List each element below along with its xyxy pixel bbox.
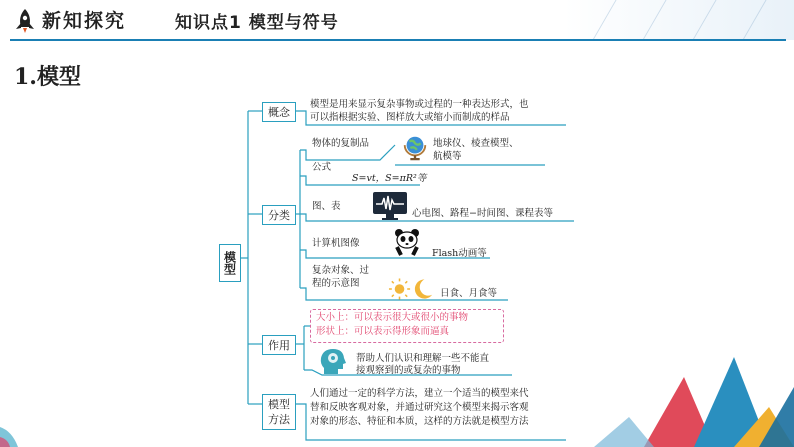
root-node (219, 244, 241, 282)
method-label2: 方法 (268, 413, 290, 426)
head-brain-icon (318, 346, 348, 376)
class-item3-label: 图、表 (312, 201, 341, 212)
function-size-line: 大小上：可以表示很大或很小的事物 (316, 312, 469, 323)
concept-text-line2: 可以指根据实验、图样放大或缩小而制成的样品 (310, 112, 510, 123)
class-item5-example: 日食、月食等 (440, 288, 498, 299)
class-item2-label: 公式 (312, 162, 332, 173)
classification-node (262, 205, 296, 225)
root-label: 模型 (222, 251, 237, 275)
method-line2: 替和反映客观对象，并通过研究这个模型来揭示客观 (310, 402, 529, 413)
method-label1: 模型 (268, 398, 290, 411)
method-line1: 人们通过一定的科学方法，建立一个适当的模型来代 (310, 388, 529, 399)
bottom-left-decoration (0, 417, 40, 447)
class-item1-example2: 航模等 (433, 151, 462, 162)
class-item1-example1: 地球仪、棱查模型、 (433, 138, 519, 149)
classification-label: 分类 (268, 209, 290, 222)
bottom-right-decoration (584, 337, 794, 447)
class-item3-example: 心电图、路程−时间图、课程表等 (412, 208, 553, 219)
concept-label: 概念 (268, 106, 290, 119)
method-node (262, 394, 296, 430)
class-item4-label: 计算机图像 (312, 238, 360, 249)
class-item1-label: 物体的复制品 (312, 138, 370, 149)
function-help-line1: 帮助人们认识和理解一些不能直 (356, 353, 490, 364)
panda-icon (392, 227, 422, 257)
sun-moon-icon (388, 276, 436, 302)
function-label: 作用 (268, 339, 290, 352)
method-line3: 对象的形态、特征和本质，这样的方法就是模型方法 (310, 416, 529, 427)
function-help-line2: 接观察到的或复杂的事物 (356, 365, 461, 376)
class-item5-label2: 程的示意图 (312, 278, 360, 289)
concept-node (262, 102, 296, 122)
class-item2-example: S=vt，S=πR²等 (352, 173, 427, 184)
function-shape-line: 形状上：可以表示得形象而逼真 (316, 326, 450, 337)
header-subtitle: 知识点1 模型与符号 (175, 13, 339, 33)
header-title: 新知探究 (42, 10, 127, 32)
function-node (262, 335, 296, 355)
class-item4-example: Flash动画等 (432, 248, 487, 259)
class-item5-label1: 复杂对象、过 (312, 265, 370, 276)
concept-text-line1: 模型是用来显示复杂事物或过程的一种表达形式，也 (310, 99, 529, 110)
ecg-monitor-icon (372, 191, 408, 221)
section-title: 1.模型 (14, 64, 81, 90)
globe-icon (401, 132, 429, 162)
